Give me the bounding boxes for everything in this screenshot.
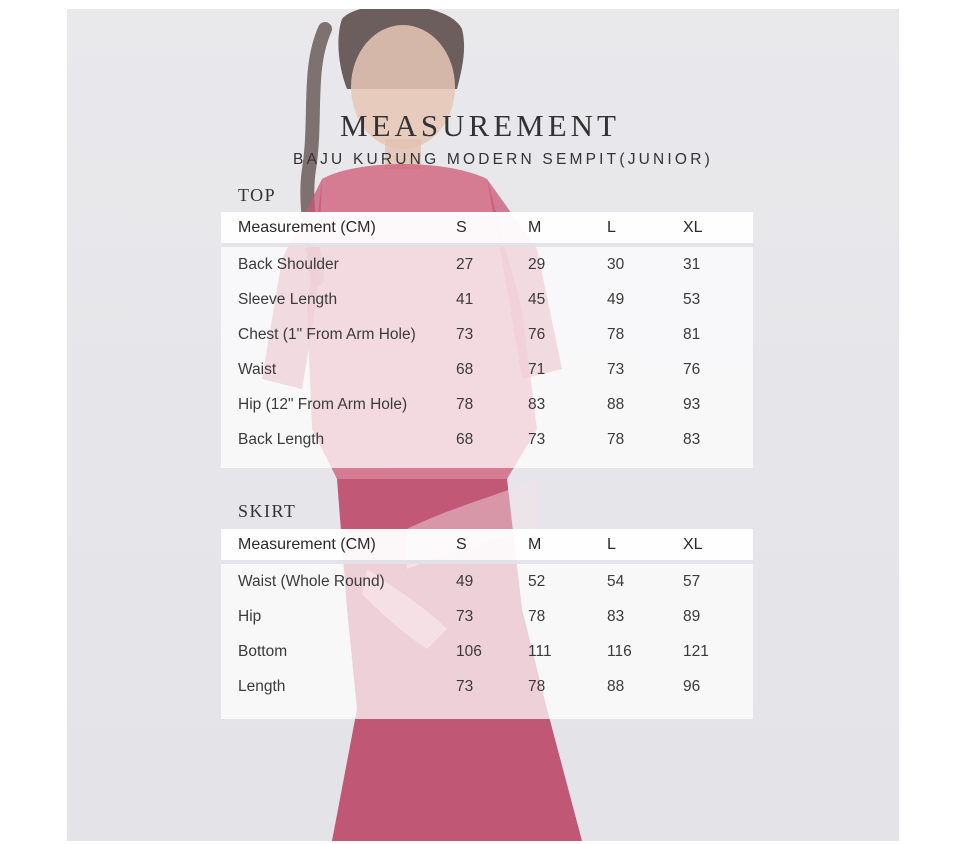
row-label: Bottom — [238, 642, 288, 660]
value-l: 83 — [607, 607, 625, 625]
value-l: 30 — [607, 255, 625, 273]
section-label-top: TOP — [238, 185, 277, 205]
table-row — [221, 282, 753, 317]
header-size-s: S — [456, 535, 467, 553]
table-row — [221, 669, 753, 704]
value-xl: 31 — [683, 255, 701, 273]
value-m: 76 — [528, 325, 546, 343]
value-s: 73 — [456, 325, 474, 343]
value-xl: 76 — [683, 360, 701, 378]
row-label: Hip — [238, 607, 262, 625]
row-label: Waist (Whole Round) — [238, 572, 385, 590]
table-row — [221, 634, 753, 669]
value-l: 78 — [607, 430, 625, 448]
value-l: 78 — [607, 325, 625, 343]
value-s: 68 — [456, 360, 474, 378]
header-size-s: S — [456, 218, 467, 236]
header-size-m: M — [528, 218, 542, 236]
value-xl: 81 — [683, 325, 701, 343]
value-s: 68 — [456, 430, 474, 448]
value-s: 78 — [456, 395, 474, 413]
value-m: 29 — [528, 255, 546, 273]
value-xl: 83 — [683, 430, 701, 448]
row-label: Sleeve Length — [238, 290, 338, 308]
value-m: 111 — [528, 642, 552, 660]
value-m: 45 — [528, 290, 546, 308]
value-xl: 89 — [683, 607, 701, 625]
value-s: 41 — [456, 290, 474, 308]
skirt-size-table — [221, 529, 753, 719]
value-s: 106 — [456, 642, 482, 660]
value-s: 49 — [456, 572, 474, 590]
header-measurement: Measurement (CM) — [238, 535, 376, 553]
value-xl: 96 — [683, 677, 701, 695]
table-row — [221, 387, 753, 422]
row-label: Chest (1" From Arm Hole) — [238, 325, 416, 343]
value-l: 73 — [607, 360, 625, 378]
value-l: 49 — [607, 290, 625, 308]
value-m: 52 — [528, 572, 546, 590]
header-size-xl: XL — [683, 218, 703, 236]
table-header-row — [221, 212, 753, 243]
header-size-m: M — [528, 535, 542, 553]
table-header-row — [221, 529, 753, 560]
table-row — [221, 247, 753, 282]
row-label: Back Shoulder — [238, 255, 339, 273]
table-row — [221, 599, 753, 634]
value-xl: 93 — [683, 395, 701, 413]
header-size-xl: XL — [683, 535, 703, 553]
value-m: 73 — [528, 430, 546, 448]
row-label: Back Length — [238, 430, 325, 448]
header-size-l: L — [607, 535, 616, 553]
value-m: 78 — [528, 677, 546, 695]
table-row — [221, 352, 753, 387]
row-label: Waist — [238, 360, 277, 378]
table-row — [221, 422, 753, 457]
value-l: 88 — [607, 395, 625, 413]
section-label-skirt: SKIRT — [238, 501, 297, 521]
value-s: 27 — [456, 255, 474, 273]
value-xl: 53 — [683, 290, 701, 308]
value-l: 88 — [607, 677, 625, 695]
page-subtitle: BAJU KURUNG MODERN SEMPIT(JUNIOR) — [293, 151, 713, 168]
value-s: 73 — [456, 607, 474, 625]
value-m: 83 — [528, 395, 546, 413]
header-size-l: L — [607, 218, 616, 236]
value-m: 71 — [528, 360, 546, 378]
value-xl: 121 — [683, 642, 709, 660]
page-title: MEASUREMENT — [340, 108, 620, 143]
row-label: Length — [238, 677, 286, 695]
table-row — [221, 317, 753, 352]
header-measurement: Measurement (CM) — [238, 218, 376, 236]
row-label: Hip (12" From Arm Hole) — [238, 395, 408, 413]
value-l: 116 — [607, 642, 632, 660]
value-xl: 57 — [683, 572, 701, 590]
value-m: 78 — [528, 607, 546, 625]
value-s: 73 — [456, 677, 474, 695]
top-size-table — [221, 212, 753, 468]
table-row — [221, 564, 753, 599]
value-l: 54 — [607, 572, 625, 590]
